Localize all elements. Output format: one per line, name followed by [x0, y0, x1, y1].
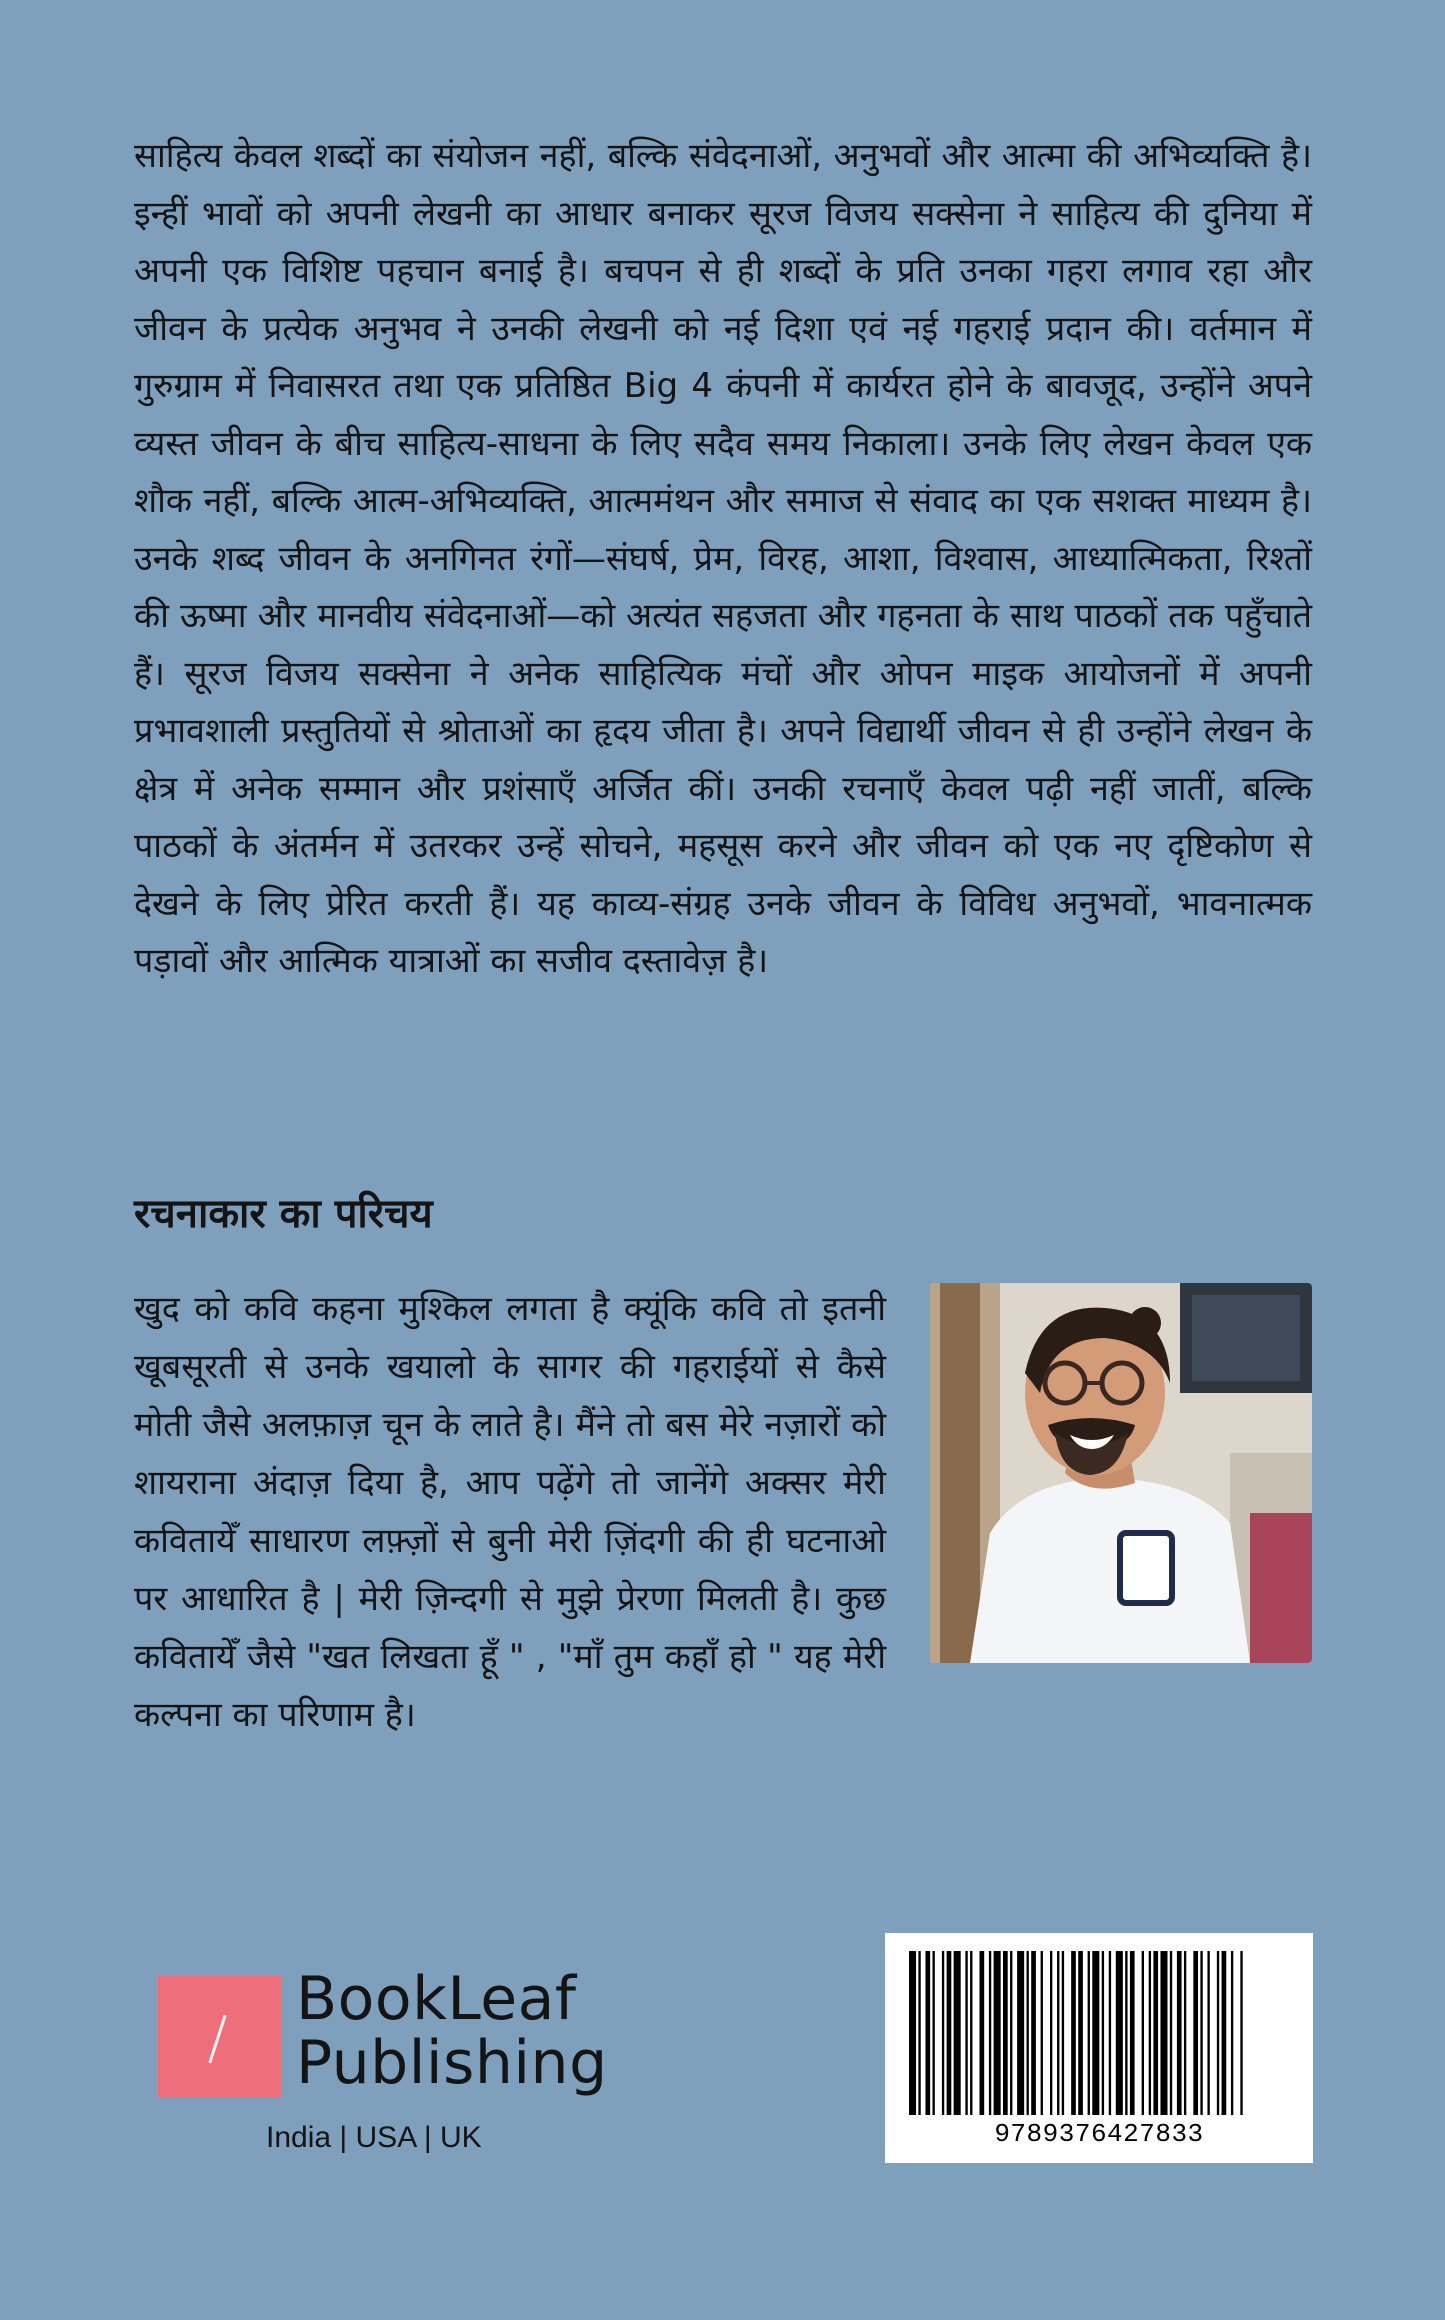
- barcode-bar: [1184, 1951, 1186, 2115]
- barcode-bar: [1217, 1951, 1219, 2115]
- book-blurb: साहित्य केवल शब्दों का संयोजन नहीं, बल्कि संवेदनाओं, अनुभवों और आत्मा की अभिव्यक्ति है। इन्हीं भावों को अपनी लेखनी का आधार बनाकर सूरज विजय सक्सेना ने साहित्य की दुनिया में अपनी एक विशिष्ट पहचान बनाई है। बचपन से ही शब्दों के प्रति उनका गहरा लगाव रहा और जीवन के प्रत्येक अनुभव ने उनकी लेखनी को नई दिशा एवं नई गहराई प्रदान की। वर्तमान में गुरुग्राम में निवासरत तथा एक प्रतिष्ठित Big 4 कंपनी में कार्यरत होने के बावजूद, उन्होंने अपने व्यस्त जीवन के बीच साहित्य-साधना के लिए सदैव समय निकाला। उनके लिए लेखन केवल एक शौक नहीं, बल्कि आत्म-अभिव्यक्ति, आत्ममंथन और समाज से संवाद का एक सशक्त माध्यम है। उनके शब्द जीवन के अनगिनत रंगों—संघर्ष, प्रेम, विरह, आशा, विश्वास, आध्यात्मिकता, रिश्तों की ऊष्मा और मानवीय संवेदनाओं—को अत्यंत सहजता और गहनता के साथ पाठकों तक पहुँचाते हैं। सूरज विजय सक्सेना ने अनेक साहित्यिक मंचों और ओपन माइक आयोजनों में अपनी प्रभावशाली प्रस्तुतियों से श्रोताओं का हृदय जीता है। अपने विद्यार्थी जीवन से ही उन्होंने लेखन के क्षेत्र में अनेक सम्मान और प्रशंसाएँ अर्जित कीं। उनकी रचनाएँ केवल पढ़ी नहीं जातीं, बल्कि पाठकों के अंतर्मन में उतरकर उन्हें सोचने, महसूस करने और जीवन को एक नए दृष्टिकोण से देखने के लिए प्रेरित करती हैं। यह काव्य-संग्रह उनके जीवन के विविध अनुभवों, भावनात्मक पड़ावों और आत्मिक यात्राओं का सजीव दस्तावेज़ है।: [134, 136, 1312, 981]
- author-section-title: रचनाकार का परिचय: [134, 1191, 433, 1237]
- barcode-bar: [1153, 1951, 1158, 2115]
- barcode-bar: [970, 1951, 972, 2115]
- barcode-bar: [1088, 1951, 1090, 2115]
- barcode-bar: [1160, 1951, 1167, 2115]
- barcode-bar: [1041, 1951, 1043, 2115]
- barcode-bar: [1170, 1951, 1172, 2115]
- barcode-bar: [1240, 1951, 1242, 2115]
- barcode-bar: [1109, 1951, 1111, 2115]
- barcode-bar: [1027, 1951, 1029, 2115]
- publisher-regions: India | USA | UK: [266, 2121, 482, 2154]
- barcode-bar: [1231, 1951, 1233, 2115]
- barcode-bar: [1200, 1951, 1202, 2115]
- barcode-bar: [1102, 1951, 1104, 2115]
- barcode-bar: [1125, 1951, 1127, 2115]
- barcode-bar: [933, 1951, 935, 2115]
- bookleaf-logo-icon: [158, 1976, 281, 2098]
- barcode-bar: [994, 1951, 1001, 2115]
- barcode-bar: [909, 1951, 916, 2115]
- barcode-bar: [1222, 1951, 1227, 2115]
- barcode-bar: [1142, 1951, 1144, 2115]
- author-photo: [930, 1283, 1312, 1663]
- barcode-bar: [1177, 1951, 1182, 2115]
- barcode-bar: [980, 1951, 985, 2115]
- barcode-bar: [947, 1951, 952, 2115]
- barcode-bar: [965, 1951, 967, 2115]
- barcode-bar: [1017, 1951, 1024, 2115]
- isbn-number: 9789376427833: [994, 2119, 1204, 2149]
- barcode-bar: [1193, 1951, 1198, 2115]
- barcode-bar: [1057, 1951, 1059, 2115]
- barcode-icon: [909, 1951, 1289, 2115]
- barcode-bar: [1050, 1951, 1052, 2115]
- barcode-bar: [1003, 1951, 1008, 2115]
- barcode-bar: [918, 1951, 920, 2115]
- isbn-barcode: [885, 1933, 1313, 2163]
- publisher-name-line1: BookLeaf: [296, 1964, 577, 2034]
- barcode-bar: [954, 1951, 961, 2115]
- barcode-bar: [1092, 1951, 1099, 2115]
- barcode-bar: [1010, 1951, 1012, 2115]
- barcode-bar: [942, 1951, 944, 2115]
- barcode-bar: [1078, 1951, 1083, 2115]
- barcode-bar: [925, 1951, 930, 2115]
- barcode-bar: [1116, 1951, 1123, 2115]
- barcode-bar: [1130, 1951, 1135, 2115]
- barcode-bar: [1149, 1951, 1151, 2115]
- publisher-logo: [158, 1964, 618, 2122]
- barcode-bar: [1031, 1951, 1036, 2115]
- barcode-bar: [989, 1951, 991, 2115]
- publisher-name-line2: Publishing: [296, 2028, 608, 2098]
- author-bio: खुद को कवि कहना मुश्किल लगता है क्यूंकि कवि तो इतनी खूबसूरती से उनके खयालो के सागर की गहराईयों से कैसे मोती जैसे अलफ़ाज़ चून के लाते है। मैंने तो बस मेरे नज़ारों को शायराना अंदाज़ दिया है, आप पढ़ेंगे तो जानेंगे अक्सर मेरी कवितायेँ साधारण लफ़्ज़ों से बुनी मेरी ज़िंदगी की ही घटनाओ पर आधारित है | मेरी ज़िन्दगी से मुझे प्रेरणा मिलती है। कुछ कवितायेँ जैसे "खत लिखता हूँ " , "माँ तुम कहाँ हो " यह मेरी कल्पना का परिणाम है।: [134, 1289, 886, 1735]
- barcode-bar: [1207, 1951, 1209, 2115]
- barcode-bar: [1071, 1951, 1076, 2115]
- barcode-bar: [1062, 1951, 1064, 2115]
